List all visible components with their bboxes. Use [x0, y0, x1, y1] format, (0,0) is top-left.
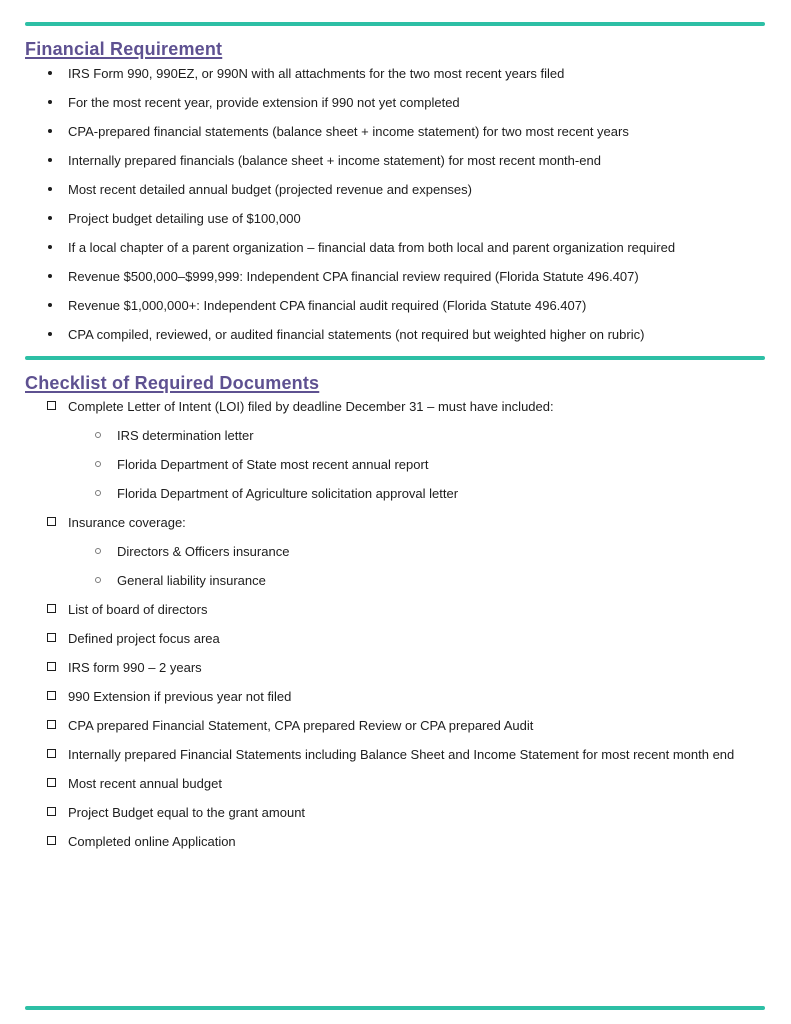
checklist-item — [25, 805, 765, 820]
checkbox-icon — [47, 749, 56, 758]
checklist-item — [25, 399, 765, 414]
bullet-item-text: Project budget detailing use of $100,000 — [68, 210, 301, 226]
bullet-list-item — [25, 66, 765, 81]
checklist-subitem — [25, 486, 765, 501]
bullet-item-text: Revenue $500,000–$999,999: Independent CPA financial review required (Florida Statute 496.407) — [68, 268, 639, 284]
bullet-list-item — [25, 327, 765, 342]
checklist-subitem — [25, 544, 765, 559]
checkbox-icon — [47, 720, 56, 729]
checklist-item — [25, 660, 765, 675]
bullet-icon — [48, 274, 52, 278]
section-heading-checklist: Checklist of Required Documents — [25, 372, 320, 393]
checkbox-icon — [47, 836, 56, 845]
checkbox-icon — [47, 401, 56, 410]
bullet-list-item — [25, 182, 765, 197]
checklist-item-text: Complete Letter of Intent (LOI) filed by deadline December 31 – must have included: — [68, 399, 554, 415]
checklist-subitem-text: Florida Department of Agriculture solicitation approval letter — [117, 486, 459, 502]
divider-bottom — [25, 1006, 765, 1010]
divider-middle — [25, 356, 765, 360]
checklist-item-text: List of board of directors — [68, 602, 208, 618]
checklist-subitem — [25, 573, 765, 588]
bullet-list-item — [25, 298, 765, 313]
bullet-item-text: CPA compiled, reviewed, or audited financial statements (not required but weighted higher on rubric) — [68, 326, 645, 342]
checklist-item-text: Defined project focus area — [68, 631, 220, 647]
bullet-icon — [48, 71, 52, 75]
bullet-icon — [48, 100, 52, 104]
bullet-list-item — [25, 95, 765, 110]
checklist-item-text: IRS form 990 – 2 years — [68, 660, 202, 676]
bullet-icon — [48, 216, 52, 220]
bullet-item-text: For the most recent year, provide extension if 990 not yet completed — [68, 94, 460, 110]
checkbox-icon — [47, 807, 56, 816]
bullet-icon — [48, 129, 52, 133]
checklist-subitem — [25, 457, 765, 472]
bullet-icon — [48, 245, 52, 249]
checkbox-icon — [47, 662, 56, 671]
checklist-subitem-text: IRS determination letter — [117, 428, 254, 444]
checklist-item-text: Most recent annual budget — [68, 776, 222, 792]
checklist-item — [25, 602, 765, 617]
checkbox-icon — [47, 778, 56, 787]
circle-bullet-icon — [95, 490, 101, 496]
financial-requirement-list — [25, 66, 765, 342]
bullet-list-item — [25, 240, 765, 255]
section-heading-financial-requirement: Financial Requirement — [25, 39, 223, 59]
checklist-item — [25, 747, 765, 762]
bullet-item-text: IRS Form 990, 990EZ, or 990N with all attachments for the two most recent years filed — [68, 65, 565, 81]
checkbox-icon — [47, 691, 56, 700]
checklist-item — [25, 515, 765, 530]
checklist-item — [25, 718, 765, 733]
bullet-list-item — [25, 269, 765, 284]
checklist-item-text: 990 Extension if previous year not filed — [68, 689, 292, 705]
circle-bullet-icon — [95, 577, 101, 583]
circle-bullet-icon — [95, 461, 101, 467]
bullet-item-text: Most recent detailed annual budget (projected revenue and expenses) — [68, 181, 472, 197]
divider-top — [25, 22, 765, 26]
checklist-subitem-text: Directors & Officers insurance — [117, 544, 290, 560]
bullet-item-text: CPA-prepared financial statements (balance sheet + income statement) for two most recent years — [68, 123, 629, 139]
bullet-icon — [48, 303, 52, 307]
checklist-item — [25, 776, 765, 791]
bullet-item-text: Internally prepared financials (balance sheet + income statement) for most recent month-end — [68, 152, 601, 168]
required-documents-checklist — [25, 399, 765, 849]
checklist-item — [25, 689, 765, 704]
bullet-icon — [48, 187, 52, 191]
checklist-item-text: Project Budget equal to the grant amount — [68, 805, 306, 821]
bullet-item-text: Revenue $1,000,000+: Independent CPA financial audit required (Florida Statute 496.407) — [68, 297, 587, 313]
circle-bullet-icon — [95, 432, 101, 438]
checklist-item-text: CPA prepared Financial Statement, CPA prepared Review or CPA prepared Audit — [68, 718, 534, 734]
checklist-item-text: Internally prepared Financial Statements including Balance Sheet and Income Statement for most recent month end — [68, 747, 735, 763]
checkbox-icon — [47, 517, 56, 526]
checklist-item — [25, 834, 765, 849]
checklist-subitem-text: General liability insurance — [117, 573, 266, 589]
checklist-item — [25, 631, 765, 646]
bullet-list-item — [25, 124, 765, 139]
checklist-subitem — [25, 428, 765, 443]
bullet-item-text: If a local chapter of a parent organization – financial data from both local and parent organization required — [68, 239, 676, 255]
checklist-item-text: Insurance coverage: — [68, 515, 186, 531]
checkbox-icon — [47, 633, 56, 642]
checklist-subitem-text: Florida Department of State most recent annual report — [117, 457, 429, 473]
circle-bullet-icon — [95, 548, 101, 554]
checklist-item-text: Completed online Application — [68, 834, 236, 850]
checkbox-icon — [47, 604, 56, 613]
bullet-list-item — [25, 211, 765, 226]
bullet-icon — [48, 332, 52, 336]
bullet-icon — [48, 158, 52, 162]
bullet-list-item — [25, 153, 765, 168]
